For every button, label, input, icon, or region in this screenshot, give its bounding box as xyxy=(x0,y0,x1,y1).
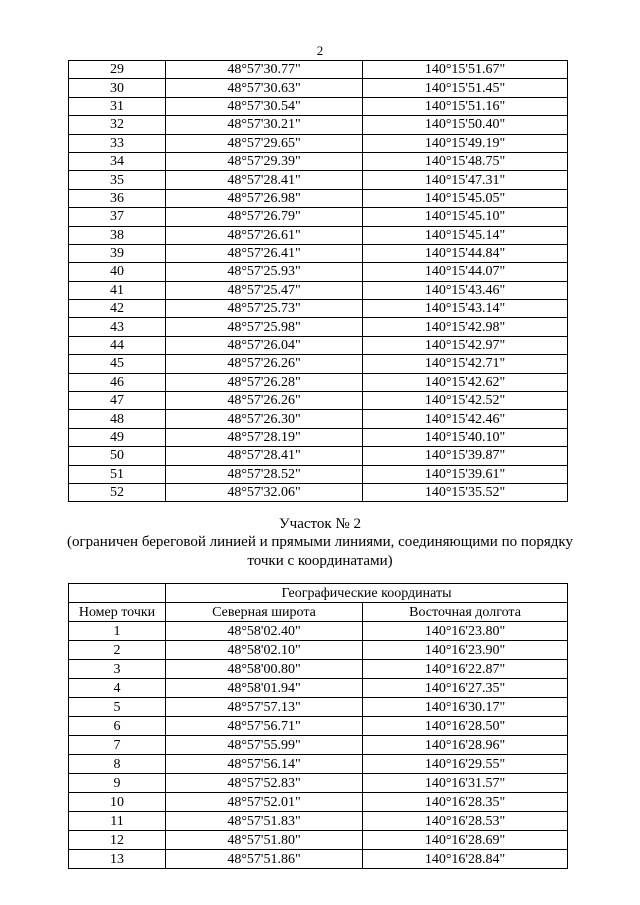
longitude-cell: 140°15'42.46" xyxy=(363,410,568,428)
latitude-cell: 48°57'56.14" xyxy=(166,755,363,774)
longitude-cell: 140°16'22.87" xyxy=(363,660,568,679)
point-number-cell: 29 xyxy=(69,61,166,79)
longitude-cell: 140°15'42.71" xyxy=(363,355,568,373)
coordinates-table-section-2 xyxy=(68,583,568,869)
longitude-cell: 140°15'49.19" xyxy=(363,134,568,152)
table-group-header-row xyxy=(69,584,568,603)
longitude-cell: 140°16'28.50" xyxy=(363,717,568,736)
table-row xyxy=(69,373,568,391)
table-row xyxy=(69,447,568,465)
longitude-cell: 140°15'44.84" xyxy=(363,244,568,262)
latitude-cell: 48°57'26.30" xyxy=(166,410,363,428)
point-number-cell: 12 xyxy=(69,831,166,850)
longitude-cell: 140°15'35.52" xyxy=(363,483,568,501)
point-number-cell: 10 xyxy=(69,793,166,812)
table-row xyxy=(69,850,568,869)
longitude-cell: 140°15'50.40" xyxy=(363,116,568,134)
table-row xyxy=(69,774,568,793)
latitude-cell: 48°57'26.26" xyxy=(166,392,363,410)
longitude-cell: 140°15'42.98" xyxy=(363,318,568,336)
latitude-cell: 48°57'56.71" xyxy=(166,717,363,736)
point-number-cell: 30 xyxy=(69,79,166,97)
table-row xyxy=(69,79,568,97)
latitude-cell: 48°57'57.13" xyxy=(166,698,363,717)
point-number-cell: 9 xyxy=(69,774,166,793)
section-subtitle-line-1: (ограничен береговой линией и прямыми линиями, соединяющими по порядку xyxy=(66,534,573,550)
longitude-cell: 140°16'28.35" xyxy=(363,793,568,812)
point-number-cell: 31 xyxy=(69,97,166,115)
point-number-cell: 43 xyxy=(69,318,166,336)
point-number-cell: 44 xyxy=(69,336,166,354)
table-row xyxy=(69,336,568,354)
latitude-cell: 48°57'26.79" xyxy=(166,208,363,226)
latitude-cell: 48°57'29.65" xyxy=(166,134,363,152)
point-number-cell: 2 xyxy=(69,641,166,660)
latitude-cell: 48°57'25.47" xyxy=(166,281,363,299)
point-number-cell: 34 xyxy=(69,152,166,170)
table-row xyxy=(69,189,568,207)
longitude-cell: 140°16'28.96" xyxy=(363,736,568,755)
longitude-cell: 140°15'45.14" xyxy=(363,226,568,244)
point-number-cell: 39 xyxy=(69,244,166,262)
point-number-cell: 1 xyxy=(69,622,166,641)
table-row xyxy=(69,208,568,226)
table-header-row xyxy=(69,603,568,622)
table-row xyxy=(69,698,568,717)
latitude-cell: 48°57'28.52" xyxy=(166,465,363,483)
point-number-cell: 37 xyxy=(69,208,166,226)
latitude-cell: 48°57'30.21" xyxy=(166,116,363,134)
table-row xyxy=(69,483,568,501)
table-row xyxy=(69,281,568,299)
longitude-cell: 140°15'48.75" xyxy=(363,152,568,170)
longitude-cell: 140°15'51.45" xyxy=(363,79,568,97)
point-number-cell: 41 xyxy=(69,281,166,299)
latitude-cell: 48°57'26.04" xyxy=(166,336,363,354)
table-row xyxy=(69,717,568,736)
coordinates-table-continued xyxy=(68,60,568,502)
longitude-cell: 140°16'28.69" xyxy=(363,831,568,850)
latitude-cell: 48°57'26.98" xyxy=(166,189,363,207)
table-row xyxy=(69,793,568,812)
point-number-cell: 36 xyxy=(69,189,166,207)
longitude-cell: 140°15'42.52" xyxy=(363,392,568,410)
point-number-cell: 6 xyxy=(69,717,166,736)
latitude-cell: 48°57'55.99" xyxy=(166,736,363,755)
table-row xyxy=(69,812,568,831)
table-row xyxy=(69,410,568,428)
table-row xyxy=(69,679,568,698)
point-number-cell: 40 xyxy=(69,263,166,281)
group-header-cell: Географические координаты xyxy=(166,584,568,603)
point-number-cell: 11 xyxy=(69,812,166,831)
point-number-cell: 33 xyxy=(69,134,166,152)
table-row xyxy=(69,428,568,446)
latitude-cell: 48°57'28.19" xyxy=(166,428,363,446)
longitude-cell: 140°15'51.67" xyxy=(363,61,568,79)
latitude-cell: 48°57'51.83" xyxy=(166,812,363,831)
section-subtitle xyxy=(40,533,600,571)
latitude-cell: 48°57'28.41" xyxy=(166,447,363,465)
table-row xyxy=(69,736,568,755)
point-number-cell: 5 xyxy=(69,698,166,717)
latitude-cell: 48°57'25.73" xyxy=(166,300,363,318)
point-number-cell: 7 xyxy=(69,736,166,755)
latitude-cell: 48°57'26.26" xyxy=(166,355,363,373)
longitude-cell: 140°15'47.31" xyxy=(363,171,568,189)
latitude-cell: 48°57'26.41" xyxy=(166,244,363,262)
latitude-cell: 48°57'30.63" xyxy=(166,79,363,97)
table-row xyxy=(69,660,568,679)
latitude-cell: 48°57'52.83" xyxy=(166,774,363,793)
longitude-cell: 140°15'39.87" xyxy=(363,447,568,465)
table-row xyxy=(69,641,568,660)
longitude-cell: 140°16'28.84" xyxy=(363,850,568,869)
point-number-cell: 50 xyxy=(69,447,166,465)
table-row xyxy=(69,355,568,373)
longitude-cell: 140°15'44.07" xyxy=(363,263,568,281)
header-point-number: Номер точки xyxy=(69,603,166,622)
longitude-cell: 140°15'39.61" xyxy=(363,465,568,483)
latitude-cell: 48°57'30.77" xyxy=(166,61,363,79)
longitude-cell: 140°16'23.80" xyxy=(363,622,568,641)
point-number-cell: 46 xyxy=(69,373,166,391)
table-row xyxy=(69,116,568,134)
point-number-cell: 32 xyxy=(69,116,166,134)
table-row xyxy=(69,134,568,152)
latitude-cell: 48°57'26.28" xyxy=(166,373,363,391)
point-number-cell: 13 xyxy=(69,850,166,869)
table-row xyxy=(69,97,568,115)
latitude-cell: 48°57'52.01" xyxy=(166,793,363,812)
latitude-cell: 48°58'00.80" xyxy=(166,660,363,679)
table-row xyxy=(69,831,568,850)
point-number-cell: 47 xyxy=(69,392,166,410)
table-row xyxy=(69,61,568,79)
point-number-cell: 4 xyxy=(69,679,166,698)
table-row xyxy=(69,755,568,774)
table-row xyxy=(69,226,568,244)
point-number-cell: 35 xyxy=(69,171,166,189)
longitude-cell: 140°15'40.10" xyxy=(363,428,568,446)
point-number-cell: 52 xyxy=(69,483,166,501)
table-row xyxy=(69,171,568,189)
latitude-cell: 48°58'02.40" xyxy=(166,622,363,641)
header-longitude: Восточная долгота xyxy=(363,603,568,622)
point-number-cell: 8 xyxy=(69,755,166,774)
longitude-cell: 140°15'42.62" xyxy=(363,373,568,391)
table-row xyxy=(69,300,568,318)
longitude-cell: 140°15'51.16" xyxy=(363,97,568,115)
longitude-cell: 140°15'43.46" xyxy=(363,281,568,299)
latitude-cell: 48°57'28.41" xyxy=(166,171,363,189)
section-title: Участок № 2 xyxy=(279,516,361,532)
longitude-cell: 140°15'42.97" xyxy=(363,336,568,354)
latitude-cell: 48°57'51.80" xyxy=(166,831,363,850)
point-number-cell: 42 xyxy=(69,300,166,318)
longitude-cell: 140°15'45.10" xyxy=(363,208,568,226)
table-row xyxy=(69,622,568,641)
latitude-cell: 48°57'25.93" xyxy=(166,263,363,281)
page-number: 2 xyxy=(316,43,324,58)
longitude-cell: 140°15'45.05" xyxy=(363,189,568,207)
table-row xyxy=(69,318,568,336)
latitude-cell: 48°57'30.54" xyxy=(166,97,363,115)
latitude-cell: 48°57'26.61" xyxy=(166,226,363,244)
longitude-cell: 140°16'31.57" xyxy=(363,774,568,793)
table-row xyxy=(69,465,568,483)
header-latitude: Северная широта xyxy=(166,603,363,622)
longitude-cell: 140°16'29.55" xyxy=(363,755,568,774)
point-number-cell: 45 xyxy=(69,355,166,373)
longitude-cell: 140°16'27.35" xyxy=(363,679,568,698)
latitude-cell: 48°58'02.10" xyxy=(166,641,363,660)
latitude-cell: 48°57'25.98" xyxy=(166,318,363,336)
table-row xyxy=(69,392,568,410)
point-number-cell: 3 xyxy=(69,660,166,679)
section-subtitle-line-2: точки с координатами) xyxy=(247,553,393,569)
point-number-cell: 51 xyxy=(69,465,166,483)
point-number-cell: 49 xyxy=(69,428,166,446)
table-row xyxy=(69,244,568,262)
table-row xyxy=(69,263,568,281)
longitude-cell: 140°15'43.14" xyxy=(363,300,568,318)
table-row xyxy=(69,152,568,170)
longitude-cell: 140°16'23.90" xyxy=(363,641,568,660)
latitude-cell: 48°57'29.39" xyxy=(166,152,363,170)
empty-header-cell xyxy=(69,584,166,603)
point-number-cell: 38 xyxy=(69,226,166,244)
latitude-cell: 48°58'01.94" xyxy=(166,679,363,698)
point-number-cell: 48 xyxy=(69,410,166,428)
latitude-cell: 48°57'32.06" xyxy=(166,483,363,501)
latitude-cell: 48°57'51.86" xyxy=(166,850,363,869)
longitude-cell: 140°16'30.17" xyxy=(363,698,568,717)
longitude-cell: 140°16'28.53" xyxy=(363,812,568,831)
